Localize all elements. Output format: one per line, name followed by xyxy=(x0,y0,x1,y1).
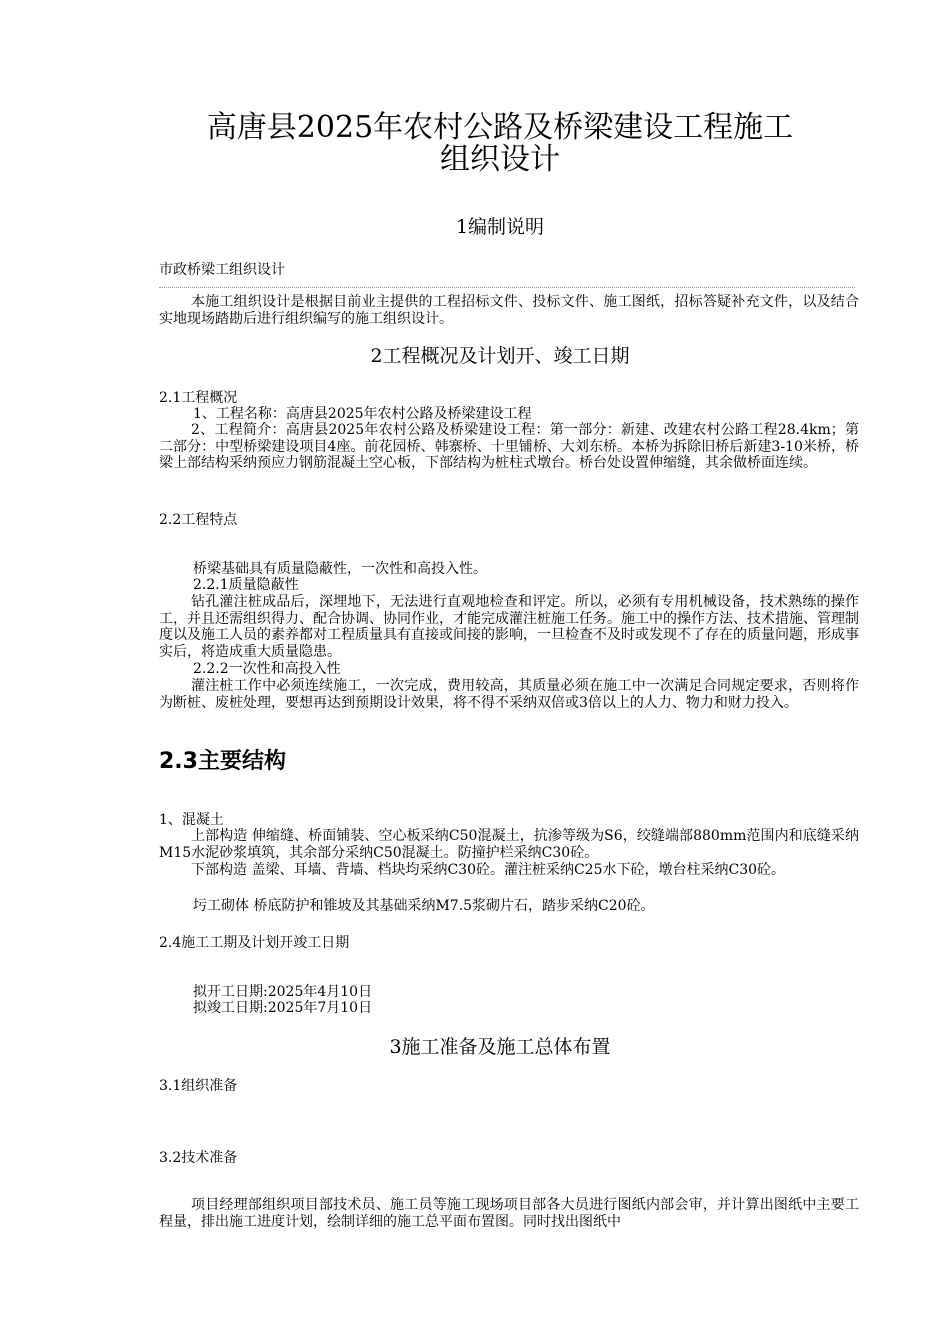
section-2-1-item-1: 1、工程名称：高唐县2025年农村公路及桥梁建设工程 xyxy=(193,406,532,422)
section-3-2-label: 3.2技术准备 xyxy=(159,1150,238,1166)
section-2-2-1-body: 钻孔灌注桩成品后，深埋地下，无法进行直观地检查和评定。所以，必须有专用机械设备，技术熟练的操作工，并且还需组织得力、配合协调、协同作业，才能完成灌注桩施工任务。施工中的操作方法、技术措施、管理制度以及施工人员的素养都对工程质量具有直接或间接的影响，一旦检查不及时或发现不了存在的质量问题，形成事实后，将造成重大质量隐患。 xyxy=(159,594,859,660)
section-2-heading: 2工程概况及计划开、竣工日期 xyxy=(370,345,630,367)
section-1-label: 市政桥梁工组织设计 xyxy=(159,262,285,278)
section-2-2-2-body: 灌注桩工作中必须连续施工，一次完成，费用较高，其质量必须在施工中一次满足合同规定要求，否则将作为断桩、废桩处理，要想再达到预期设计效果，将不得不采纳双倍或3倍以上的人力、物力和财力投入。 xyxy=(159,678,859,711)
section-2-4-label: 2.4施工工期及计划开竣工日期 xyxy=(159,935,350,951)
section-1-body: 本施工组织设计是根据目前业主提供的工程招标文件、投标文件、施工图纸，招标答疑补充文件，以及结合实地现场踏勘后进行组织编写的施工组织设计。 xyxy=(159,294,859,327)
section-2-3-item-1: 1、混凝土 xyxy=(159,812,224,828)
section-3-heading: 3施工准备及施工总体布置 xyxy=(389,1036,611,1058)
section-2-2-intro: 桥梁基础具有质量隐蔽性，一次性和高投入性。 xyxy=(193,561,487,577)
section-2-3-upper-structure: 上部构造 伸缩缝、桥面铺装、空心板采纳C50混凝土，抗渗等级为S6，绞缝端部880mm范围内和底缝采纳M15水泥砂浆填筑，其余部分采纳C50混凝土。防撞护栏采纳C30砼。 xyxy=(159,828,859,861)
section-2-3-heading: 2.3主要结构 xyxy=(159,749,286,774)
section-2-3-lower-structure: 下部构造 盖梁、耳墙、背墙、档块均采纳C30砼。灌注桩采纳C25水下砼，墩台柱采纳C30砼。 xyxy=(191,862,786,878)
section-3-1-label: 3.1组织准备 xyxy=(159,1078,238,1094)
section-2-1-label: 2.1工程概况 xyxy=(159,390,238,406)
document-title-line-2: 组织设计 xyxy=(440,142,560,177)
document-title-line-1: 高唐县2025年农村公路及桥梁建设工程施工 xyxy=(206,110,794,145)
section-2-3-masonry: 圬工砌体 桥底防护和锥坡及其基础采纳M7.5浆砌片石，踏步采纳C20砼。 xyxy=(193,898,655,914)
planned-completion-date: 拟竣工日期:2025年7月10日 xyxy=(193,1000,373,1016)
section-3-2-body: 项目经理部组织项目部技术员、施工员等施工现场项目部各大员进行图纸内部会审，并计算出图纸中主要工程量，排出施工进度计划，绘制详细的施工总平面布置图。同时找出图纸中 xyxy=(159,1197,859,1230)
section-2-2-1-label: 2.2.1质量隐蔽性 xyxy=(193,577,299,593)
section-2-2-2-label: 2.2.2一次性和高投入性 xyxy=(193,661,341,677)
dotted-divider xyxy=(159,287,855,288)
planned-start-date: 拟开工日期:2025年4月10日 xyxy=(193,984,373,1000)
section-2-1-item-2: 2、工程简介：高唐县2025年农村公路及桥梁建设工程：第一部分：新建、改建农村公路工程28.4km；第二部分：中型桥梁建设项目4座。前花园桥、韩寨桥、十里铺桥、大刘东桥。本桥为拆除旧桥后新建3-10米桥，桥梁上部结构采纳预应力钢筋混凝土空心板，下部结构为桩柱式墩台。桥台处设置伸缩缝，其余做桥面连续。 xyxy=(159,422,859,471)
section-1-heading: 1编制说明 xyxy=(455,216,545,238)
section-2-2-label: 2.2工程特点 xyxy=(159,512,238,528)
